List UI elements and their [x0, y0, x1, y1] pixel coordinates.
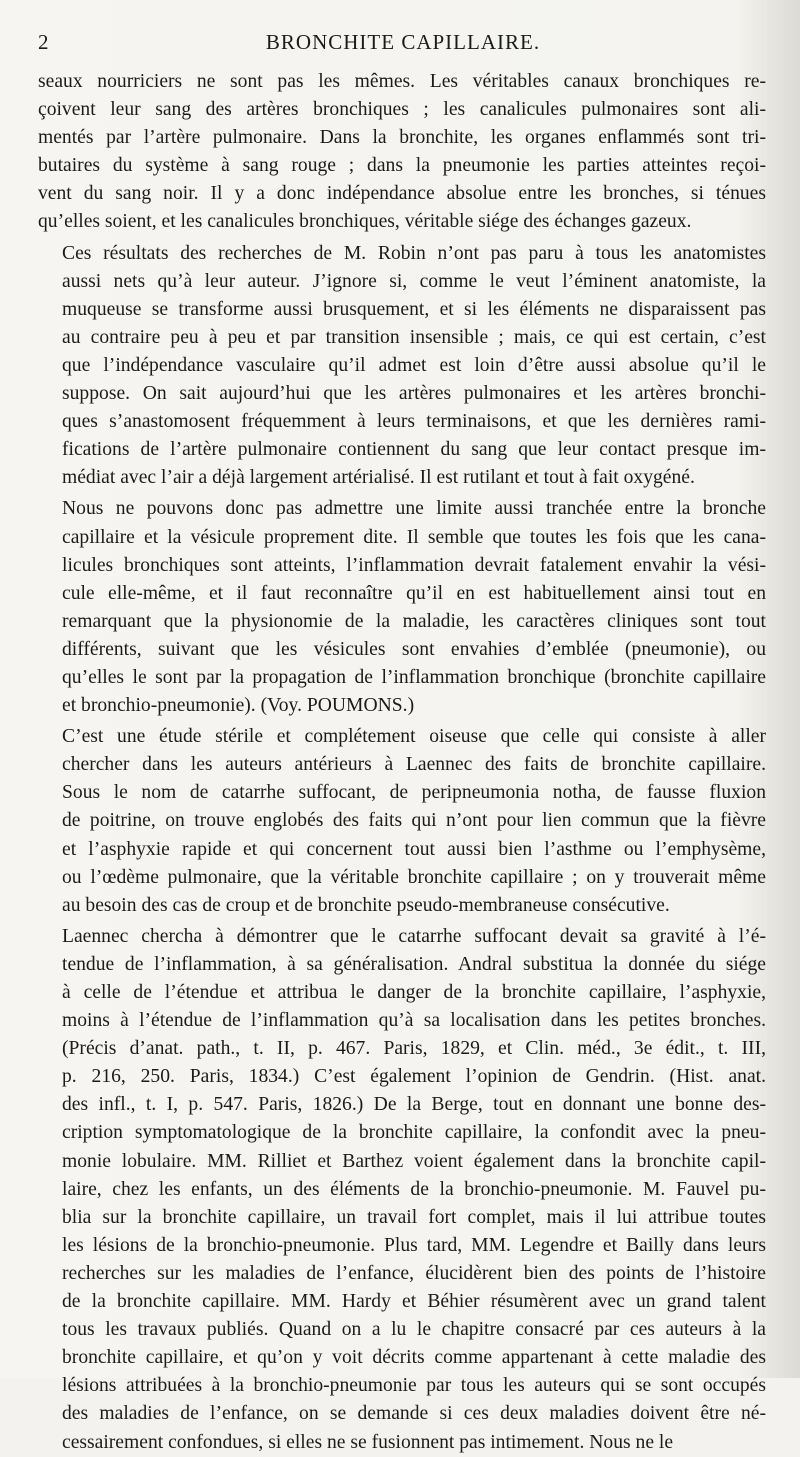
text-line: licules bronchiques sont atteints, l’inflammation devrait fatalement envahir la vési- [62, 554, 766, 576]
text-line: chercher dans les auteurs antérieurs à Laennec des faits de bronchite capillaire. [62, 754, 766, 776]
text-line: cessairement confondues, si elles ne se fusionnent pas intimement. Nous ne le [62, 1431, 674, 1453]
text-line: différents, suivant que les vésicules sont envahies d’emblée (pneumonie), ou [62, 638, 766, 660]
body-text [38, 68, 766, 1457]
paragraph [38, 923, 766, 1457]
text-line: Nous ne pouvons donc pas admettre une limite aussi tranchée entre la bronche [62, 498, 766, 520]
text-line: cule elle-même, et il faut reconnaître qu’il en est habituellement ainsi tout en [62, 582, 766, 604]
text-line: des maladies de l’enfance, on se demande si ces deux maladies doivent être né- [62, 1403, 766, 1425]
text-line: mentés par l’artère pulmonaire. Dans la bronchite, les organes enflammés sont tri- [38, 127, 766, 149]
text-line: fications de l’artère pulmonaire contiennent du sang que leur contact presque im- [62, 439, 766, 461]
paragraph [38, 495, 766, 720]
text-line: des infl., t. I, p. 547. Paris, 1826.) De la Berge, tout en donnant une bonne des- [62, 1094, 766, 1116]
text-line: Sous le nom de catarrhe suffocant, de peripneumonia notha, de fausse fluxion [62, 782, 766, 804]
text-line: cription symptomatologique de la bronchite capillaire, la confondit avec la pneu- [62, 1122, 766, 1144]
text-line: Laennec chercha à démontrer que le catarrhe suffocant devait sa gravité à l’é- [62, 925, 766, 947]
text-line: de la bronchite capillaire. MM. Hardy et Béhier résumèrent avec un grand talent [62, 1291, 766, 1313]
text-line: seaux nourriciers ne sont pas les mêmes. Les véritables canaux bronchiques re- [38, 71, 766, 92]
text-line: qu’elles le sont par la propagation de l’inflammation bronchique (bronchite capillaire [62, 666, 766, 688]
text-line: recherches sur les maladies de l’enfance, élucidèrent bien des points de l’histoire [62, 1262, 766, 1284]
text-line: (Précis d’anat. path., t. II, p. 467. Paris, 1829, et Clin. méd., 3e édit., t. III, [62, 1038, 766, 1060]
text-line: remarquant que la physionomie de la maladie, les caractères cliniques sont tout [62, 610, 766, 632]
text-line: laire, chez les enfants, un des éléments de la bronchio-pneumonie. M. Fauvel pu- [62, 1178, 766, 1200]
text-line: tendue de l’inflammation, à sa généralisation. Andral substitua la donnée du siége [62, 953, 766, 975]
text-line: aussi nets qu’à leur auteur. J’ignore si, comme le veut l’éminent anatomiste, la [62, 270, 766, 292]
paragraph [38, 68, 766, 237]
text-line: qu’elles soient, et les canalicules bronchiques, véritable siége des échanges gazeux. [38, 211, 692, 233]
text-line: les lésions de la bronchio-pneumonie. Plus tard, MM. Legendre et Bailly dans leurs [62, 1234, 766, 1256]
text-line: çoivent leur sang des artères bronchiques ; les canalicules pulmonaires sont ali- [38, 99, 766, 121]
text-line: moins à l’étendue de l’inflammation qu’à sa localisation dans les petites bronches. [62, 1010, 766, 1032]
text-line: et bronchio-pneumonie). (Voy. POUMONS.) [62, 695, 415, 717]
text-line: médiat avec l’air a déjà largement artérialisé. Il est rutilant et tout à fait oxygéné. [62, 467, 695, 489]
page-header [38, 30, 768, 60]
text-line: blia sur la bronchite capillaire, un travail fort complet, mais il lui attribue toutes [62, 1206, 766, 1228]
page-number: 2 [38, 30, 50, 54]
text-line: lésions attribuées à la bronchio-pneumonie par tous les auteurs qui se sont occupés [62, 1375, 766, 1397]
text-line: à celle de l’étendue et attribua le danger de la bronchite capillaire, l’asphyxie, [62, 982, 766, 1003]
text-line: ou l’œdème pulmonaire, que la véritable bronchite capillaire ; on y trouverait même [62, 866, 766, 888]
paragraph [38, 723, 766, 920]
text-line: bronchite capillaire, et qu’on y voit décrits comme appartenant à cette maladie des [62, 1347, 766, 1369]
text-line: p. 216, 250. Paris, 1834.) C’est également l’opinion de Gendrin. (Hist. anat. [62, 1066, 766, 1088]
text-line: Ces résultats des recherches de M. Robin n’ont pas paru à tous les anatomistes [62, 242, 766, 264]
text-line: et l’asphyxie rapide et qui concernent tout aussi bien l’asthme ou l’emphysème, [62, 838, 766, 860]
text-line: C’est une étude stérile et complétement oiseuse que celle qui consiste à aller [62, 726, 766, 748]
text-line: muqueuse se transforme aussi brusquement, et si les éléments ne disparaissent pas [62, 298, 766, 320]
text-line: capillaire et la vésicule proprement dite. Il semble que toutes les fois que les cana- [62, 526, 766, 548]
paragraph [38, 240, 766, 493]
text-line: monie lobulaire. MM. Rilliet et Barthez voient également dans la bronchite capil- [62, 1150, 766, 1172]
text-line: vent du sang noir. Il y a donc indépendance absolue entre les bronches, si ténues [38, 183, 766, 205]
text-line: butaires du système à sang rouge ; dans la pneumonie les parties atteintes reçoi- [38, 155, 766, 177]
running-title: BRONCHITE CAPILLAIRE. [265, 30, 541, 54]
text-line: suppose. On sait aujourd’hui que les artères pulmonaires et les artères bronchi- [62, 383, 766, 405]
text-line: de poitrine, on trouve englobés des faits qui n’ont pour lien commun que la fièvre [62, 810, 766, 832]
text-line: au besoin des cas de croup et de bronchite pseudo-membraneuse consécutive. [62, 894, 670, 916]
text-line: ques s’anastomosent fréquemment à leurs terminaisons, et que les dernières rami- [62, 411, 766, 433]
text-line: tous les travaux publiés. Quand on a lu le chapitre consacré par ces auteurs à la [62, 1319, 766, 1341]
text-line: que l’indépendance vasculaire qu’il admet est loin d’être aussi absolue qu’il le [62, 354, 766, 376]
text-line: au contraire peu à peu et par transition insensible ; mais, ce qui est certain, c’est [62, 326, 766, 348]
